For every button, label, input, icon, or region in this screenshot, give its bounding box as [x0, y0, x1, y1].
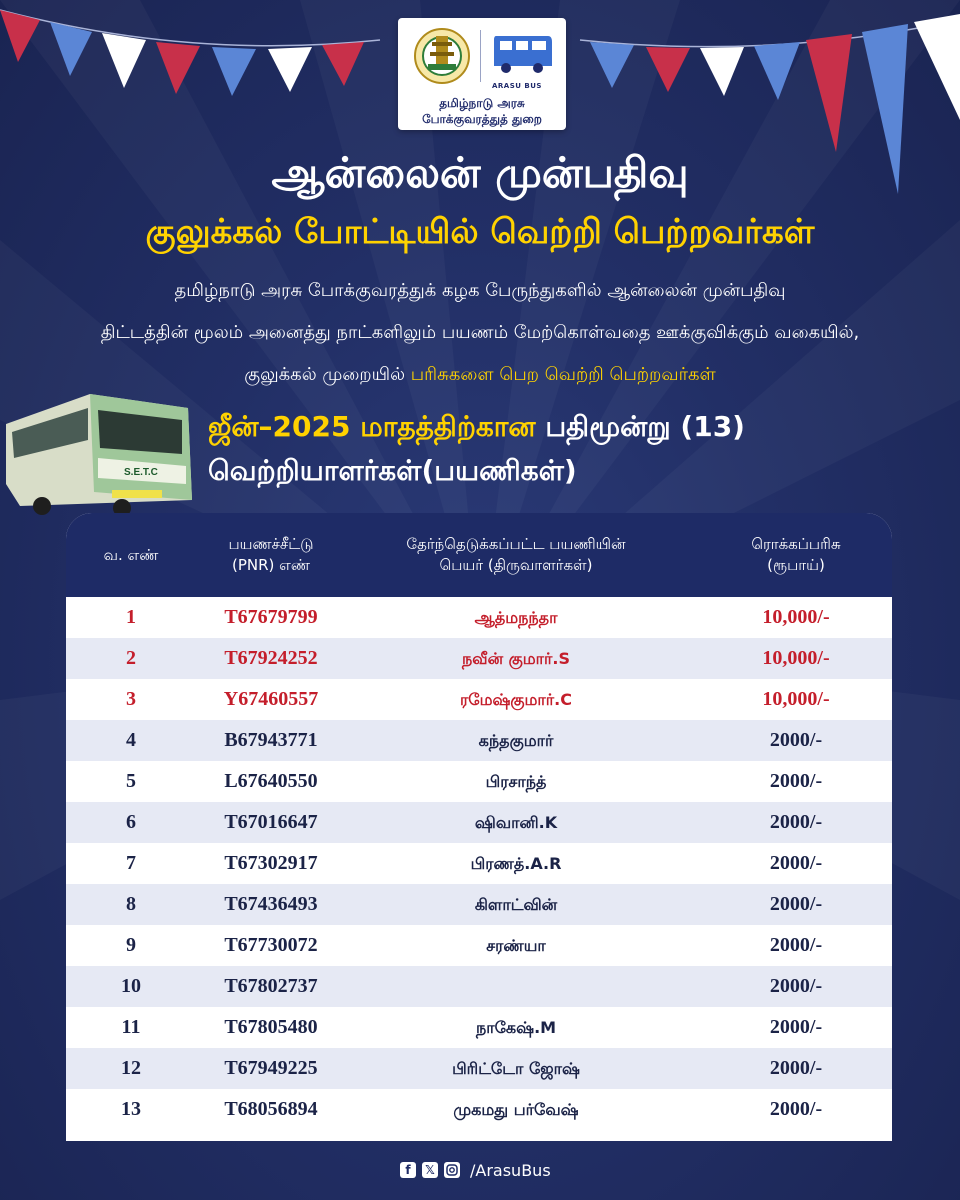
table-row — [66, 1007, 892, 1048]
cell-prize: 10,000/- — [762, 647, 830, 669]
winners-table — [66, 513, 892, 1141]
table-row — [66, 802, 892, 843]
description-line-3 — [0, 364, 960, 387]
winners-heading: வெற்றியாளர்கள்(பயணிகள்) — [208, 454, 577, 487]
bus-image — [2, 388, 198, 516]
cell-sno: 3 — [126, 688, 136, 710]
logo-divider — [480, 30, 481, 82]
facebook-icon[interactable]: f — [400, 1162, 416, 1178]
social-handle[interactable]: /ArasuBus — [470, 1160, 551, 1180]
winner-count-text: பதிமூன்று (13) — [535, 410, 745, 443]
cell-pnr: T67730072 — [224, 934, 318, 956]
cell-pnr: T67679799 — [224, 606, 318, 628]
header-pnr — [196, 513, 346, 597]
social-footer — [400, 1157, 551, 1183]
cell-prize: 2000/- — [769, 1016, 823, 1038]
cell-prize: 2000/- — [769, 1057, 823, 1079]
cell-name: பிரணத்.A.R — [470, 854, 562, 873]
header-prize — [716, 513, 876, 597]
cell-pnr: T67436493 — [224, 893, 318, 915]
cell-name: சரண்யா — [486, 936, 546, 955]
brand-label: ARASU BUS — [492, 82, 542, 90]
table-row — [66, 1048, 892, 1089]
description-line-2: திட்டத்தின் மூலம் அனைத்து நாட்களிலும் பயணம் மேற்கொள்வதை ஊக்குவிக்கும் வகையில், — [100, 322, 860, 343]
cell-name — [366, 966, 666, 1007]
table-row — [66, 843, 892, 884]
table-row — [66, 1089, 892, 1130]
cell-pnr: T67924252 — [224, 647, 318, 669]
table-header — [66, 513, 892, 597]
cell-name: பிரசாந்த் — [485, 772, 547, 791]
cell-prize: 2000/- — [769, 811, 823, 833]
table-row — [66, 761, 892, 802]
month-prefix: ஜீன்–2025 மாதத்திற்கான — [208, 410, 536, 443]
header-prize-line2: (ரூபாய்) — [767, 556, 825, 574]
cell-sno: 12 — [121, 1057, 141, 1079]
cell-sno: 7 — [126, 852, 136, 874]
header-name-line1: தேர்ந்தெடுக்கப்பட்ட பயணியின் — [406, 535, 626, 553]
cell-sno: 6 — [126, 811, 136, 833]
table-row — [66, 884, 892, 925]
page-title: ஆன்லைன் முன்பதிவு — [271, 148, 689, 197]
cell-sno: 8 — [126, 893, 136, 915]
cell-pnr: T68056894 — [224, 1098, 318, 1120]
cell-name: கிளாட்வின் — [474, 895, 558, 914]
cell-prize: 2000/- — [769, 852, 823, 874]
cell-pnr: L67640550 — [224, 770, 318, 792]
header-sno — [66, 513, 196, 597]
cell-pnr: T67016647 — [224, 811, 318, 833]
arasu-bus-logo-icon — [490, 28, 556, 78]
cell-prize: 2000/- — [769, 893, 823, 915]
bus-label: S.E.T.C — [124, 467, 158, 478]
cell-pnr: T67802737 — [224, 975, 318, 997]
dept-name-line2: போக்குவரத்துத் துறை — [422, 112, 542, 126]
cell-prize: 2000/- — [769, 729, 823, 751]
cell-sno: 5 — [126, 770, 136, 792]
cell-prize: 2000/- — [769, 975, 823, 997]
header-prize-line1: ரொக்கப்பரிசு — [751, 535, 841, 553]
header-sno-label: வ. எண் — [103, 545, 159, 564]
cell-pnr: T67949225 — [224, 1057, 318, 1079]
header-pnr-line2: (PNR) எண் — [232, 556, 310, 574]
table-row — [66, 638, 892, 679]
header-name-line2: பெயர் (திருவாளர்கள்) — [439, 556, 593, 574]
cell-name: நவீன் குமார்.S — [462, 649, 570, 668]
cell-name: நாகேஷ்.M — [475, 1018, 557, 1037]
cell-name: ரமேஷ்குமார்.C — [460, 690, 572, 709]
table-row — [66, 720, 892, 761]
cell-name: கந்தகுமார் — [478, 731, 554, 750]
description-line-3-text: குலுக்கல் முறையில் — [244, 364, 411, 385]
cell-sno: 1 — [126, 606, 136, 628]
cell-name: பிரிட்டோ ஜோஷ் — [452, 1059, 580, 1078]
cell-sno: 10 — [121, 975, 141, 997]
table-row — [66, 966, 892, 1007]
cell-sno: 4 — [126, 729, 136, 751]
logo-card — [398, 18, 566, 130]
cell-pnr: T67302917 — [224, 852, 318, 874]
page-subtitle: குலுக்கல் போட்டியில் வெற்றி பெற்றவர்கள் — [145, 212, 815, 252]
header-pnr-line1: பயணச்சீட்டு — [228, 535, 314, 553]
cell-name: ஆத்மநந்தா — [474, 608, 558, 627]
instagram-icon[interactable] — [444, 1162, 460, 1178]
cell-name: முகமது பர்வேஷ் — [453, 1100, 579, 1119]
dept-name-line1: தமிழ்நாடு அரசு — [439, 96, 525, 110]
tamil-nadu-emblem-icon — [412, 26, 472, 94]
table-body — [66, 597, 892, 1130]
cell-sno: 9 — [126, 934, 136, 956]
table-row — [66, 925, 892, 966]
x-icon[interactable]: 𝕏 — [422, 1162, 438, 1178]
cell-name: ஷிவானி.K — [474, 813, 558, 832]
cell-prize: 2000/- — [769, 934, 823, 956]
description-line-1: தமிழ்நாடு அரசு போக்குவரத்துக் கழக பேருந்துகளில் ஆன்லைன் முன்பதிவு — [174, 280, 786, 301]
cell-pnr: Y67460557 — [223, 688, 319, 710]
cell-prize: 10,000/- — [762, 606, 830, 628]
cell-prize: 2000/- — [769, 1098, 823, 1120]
cell-prize: 10,000/- — [762, 688, 830, 710]
table-row — [66, 597, 892, 638]
cell-sno: 2 — [126, 647, 136, 669]
cell-pnr: B67943771 — [224, 729, 318, 751]
header-name — [366, 513, 666, 597]
cell-pnr: T67805480 — [224, 1016, 318, 1038]
cell-sno: 11 — [121, 1016, 141, 1038]
month-heading — [208, 410, 745, 447]
description-line-3-highlight: பரிசுகளை பெற வெற்றி பெற்றவர்கள் — [410, 364, 716, 385]
cell-prize: 2000/- — [769, 770, 823, 792]
cell-sno: 13 — [121, 1098, 141, 1120]
table-row — [66, 679, 892, 720]
